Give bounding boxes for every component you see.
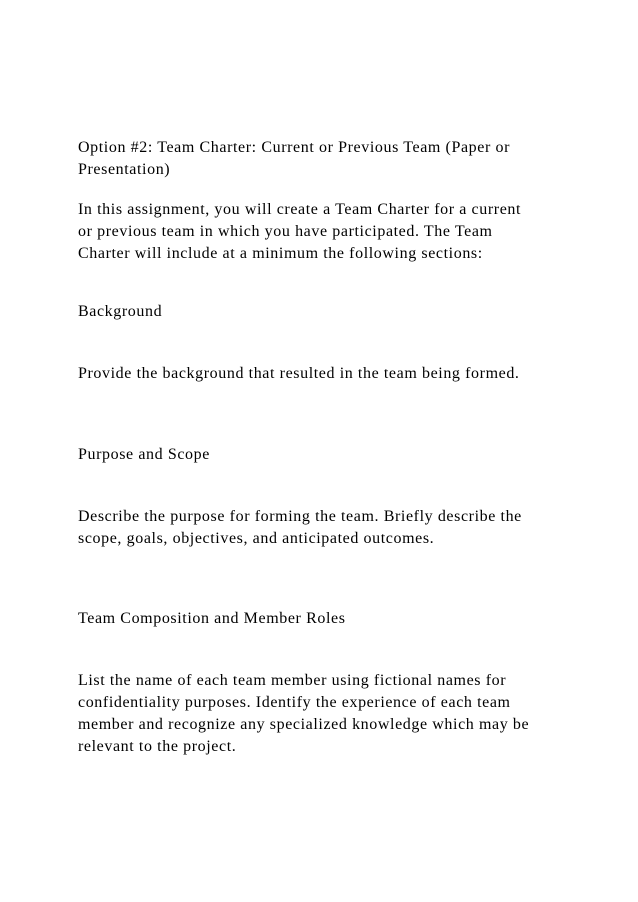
section-body-team-composition-line-2: confidentiality purposes. Identify the experience of each team <box>78 694 511 711</box>
section-body-team-composition-line-4: relevant to the project. <box>78 738 237 755</box>
section-heading-team-composition: Team Composition and Member Roles <box>78 610 346 627</box>
section-body-background-line-1: Provide the background that resulted in the team being formed. <box>78 365 520 382</box>
intro-line-1: In this assignment, you will create a Team Charter for a current <box>78 201 522 218</box>
title-line-1: Option #2: Team Charter: Current or Previous Team (Paper or <box>78 139 511 156</box>
section-body-purpose-scope-line-2: scope, goals, objectives, and anticipated outcomes. <box>78 530 435 547</box>
section-body-purpose-scope-line-1: Describe the purpose for forming the team. Briefly describe the <box>78 508 522 525</box>
section-body-team-composition-line-1: List the name of each team member using fictional names for <box>78 672 507 689</box>
intro-line-2: or previous team in which you have participated. The Team <box>78 223 493 240</box>
section-body-team-composition-line-3: member and recognize any specialized knowledge which may be <box>78 716 530 733</box>
intro-line-3: Charter will include at a minimum the following sections: <box>78 245 483 262</box>
section-heading-purpose-scope: Purpose and Scope <box>78 446 210 463</box>
title-line-2: Presentation) <box>78 161 171 178</box>
section-heading-background: Background <box>78 303 163 320</box>
